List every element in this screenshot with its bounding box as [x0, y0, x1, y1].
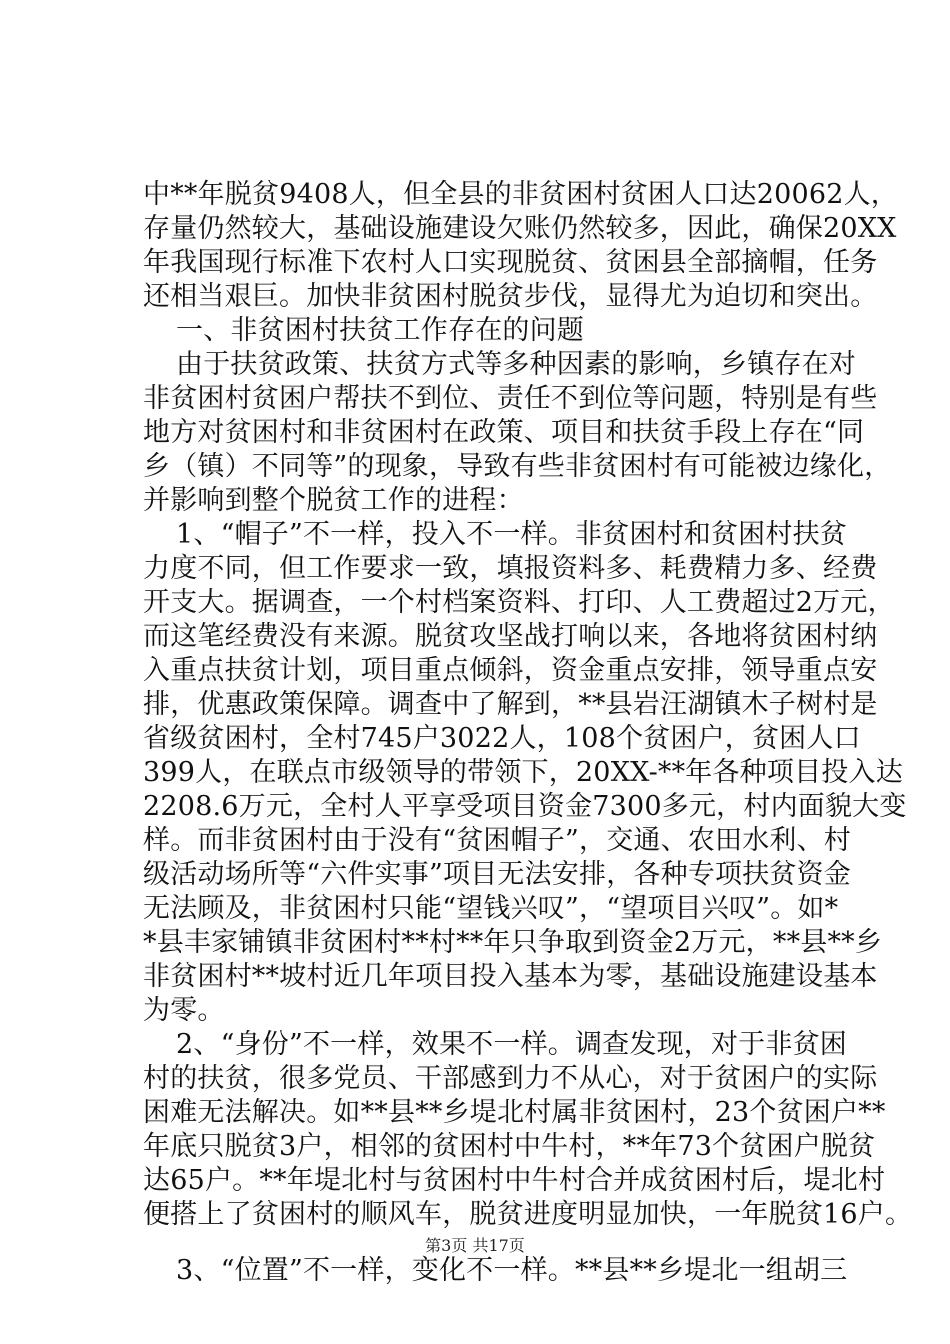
text-line: 2、“身份”不一样，效果不一样。调查发现，对于非贫困 — [176, 1029, 847, 1060]
text-line: 地方对贫困村和非贫困村在政策、项目和扶贫手段上存在“同 — [143, 417, 865, 448]
text-line: 存量仍然较大，基础设施建设欠账仍然较多，因此，确保20XX — [143, 213, 897, 244]
page-footer: 第3页 共17页 — [425, 1236, 525, 1255]
text-line: *县丰家铺镇非贫困村**村**年只争取到资金2万元，**县**乡 — [143, 927, 883, 958]
text-line: 样。而非贫困村由于没有“贫困帽子”，交通、农田水利、村 — [143, 825, 852, 856]
text-line: 中**年脱贫9408人，但全县的非贫困村贫困人口达20062人， — [143, 179, 899, 210]
text-line: 1、“帽子”不一样，投入不一样。非贫困村和贫困村扶贫 — [176, 519, 847, 550]
text-line: 乡（镇）不同等”的现象，导致有些非贫困村有可能被边缘化， — [143, 451, 892, 482]
text-line: 排，优惠政策保障。调查中了解到，**县岩汪湖镇木子树村是 — [143, 689, 878, 720]
text-line: 年我国现行标准下农村人口实现脱贫、贫困县全部摘帽，任务 — [143, 247, 878, 278]
text-line: 开支大。据调查，一个村档案资料、打印、人工费超过2万元， — [143, 587, 895, 618]
text-line: 力度不同，但工作要求一致，填报资料多、耗费精力多、经费 — [143, 553, 878, 584]
text-line: 3、“位置”不一样，变化不一样。**县**乡堤北一组胡三 — [176, 1255, 848, 1286]
text-line: 省级贫困村，全村745户3022人，108个贫困户，贫困人口 — [143, 723, 861, 754]
text-line: 还相当艰巨。加快非贫困村脱贫步伐，显得尤为迫切和突出。 — [143, 281, 878, 312]
text-line: 2208.6万元，全村人平享受项目资金7300多元，村内面貌大变 — [143, 791, 907, 822]
text-line: 无法顾及，非贫困村只能“望钱兴叹”，“望项目兴叹”。如* — [143, 893, 839, 924]
text-line: 年底只脱贫3户，相邻的贫困村中牛村，**年73个贫困户脱贫 — [143, 1131, 876, 1162]
text-line: 由于扶贫政策、扶贫方式等多种因素的影响，乡镇存在对 — [176, 349, 856, 380]
text-line: 为零。 — [143, 995, 225, 1026]
text-line: 而这笔经费没有来源。脱贫攻坚战打响以来，各地将贫困村纳 — [143, 621, 878, 652]
text-line: 并影响到整个脱贫工作的进程： — [143, 485, 524, 516]
text-line: 级活动场所等“六件实事”项目无法安排，各种专项扶贫资金 — [143, 859, 852, 890]
text-line: 困难无法解决。如**县**乡堤北村属非贫困村，23个贫困户** — [143, 1097, 886, 1128]
text-line: 非贫困村贫困户帮扶不到位、责任不到位等问题，特别是有些 — [143, 383, 878, 414]
text-line: 非贫困村**坡村近几年项目投入基本为零，基础设施建设基本 — [143, 961, 878, 992]
section-heading: 一、非贫困村扶贫工作存在的问题 — [176, 315, 584, 346]
text-line: 399人，在联点市级领导的带领下，20XX-**年各种项目投入达 — [143, 757, 903, 788]
text-line: 入重点扶贫计划，项目重点倾斜，资金重点安排，领导重点安 — [143, 655, 878, 686]
text-line: 便搭上了贫困村的顺风车，脱贫进度明显加快，一年脱贫16户。 — [143, 1199, 913, 1230]
text-line: 村的扶贫，很多党员、干部感到力不从心，对于贫困户的实际 — [143, 1063, 878, 1094]
text-line: 达65户。**年堤北村与贫困村中牛村合并成贫困村后，堤北村 — [143, 1165, 886, 1196]
